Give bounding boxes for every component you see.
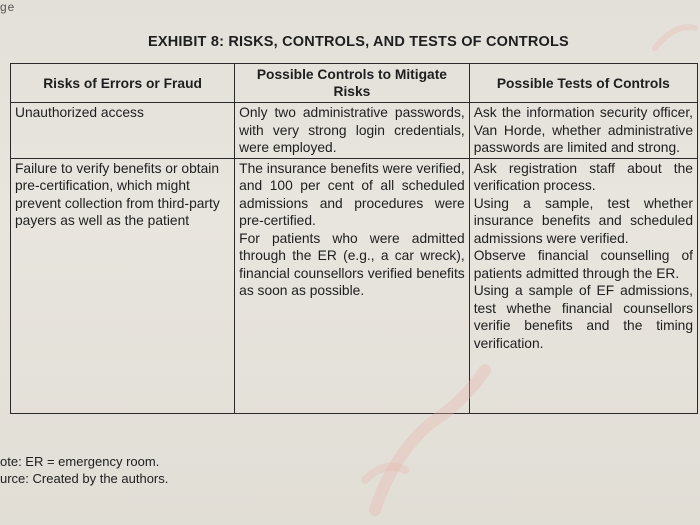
exhibit-title: EXHIBIT 8: RISKS, CONTROLS, AND TESTS OF CONTROLS	[148, 34, 569, 50]
tests-text: Ask the information security officer, Van Horde, whether administrative passwords are limited and strong.	[473, 105, 693, 155]
tests-cell	[469, 103, 697, 159]
tests-text-2: Using a sample, test whether insurance benefits and scheduled admissions were verified.	[473, 195, 693, 246]
source-line: urce: Created by the authors.	[0, 471, 169, 486]
tests-text-1: Ask registration staff about the verification process.	[473, 160, 693, 193]
header-controls: Possible Controls to Mitigate Risks	[235, 64, 470, 103]
header-tests: Possible Tests of Controls	[469, 64, 697, 103]
controls-text-2: For patients who were admitted through the ER (e.g., a car wreck), financial counsellors verified benefits as soon as possible.	[239, 230, 465, 298]
risk-cell	[11, 158, 235, 413]
table-row	[11, 158, 698, 413]
risk-text: Failure to verify benefits or obtain pre-certification, which might prevent collection from third-party payers as well as the patient	[15, 160, 220, 228]
risk-text: Unauthorized access	[15, 105, 144, 120]
corner-watermark	[640, 18, 700, 58]
controls-cell	[235, 103, 470, 159]
controls-cell	[235, 158, 470, 413]
table-row	[11, 103, 698, 159]
header-risks: Risks of Errors or Fraud	[11, 64, 235, 103]
note-line: ote: ER = emergency room.	[0, 454, 160, 469]
risks-controls-table	[10, 63, 698, 414]
controls-text: Only two administrative passwords, with very strong login credentials, were employed.	[239, 105, 465, 155]
table-notes	[0, 453, 168, 487]
controls-text-1: The insurance benefits were verified, and 100 per cent of all scheduled admissions and procedures were pre-certified.	[239, 160, 465, 228]
risk-cell	[11, 103, 235, 159]
tests-cell	[469, 158, 697, 413]
tests-text-4: Using a sample of EF admissions, test whethe financial counsellors verifie benefits and the timing verification.	[473, 283, 693, 351]
tests-text-3: Observe financial counselling of patients admitted through the ER.	[473, 248, 693, 281]
table-header-row	[11, 64, 698, 103]
page-header-fragment: ge	[0, 0, 16, 14]
